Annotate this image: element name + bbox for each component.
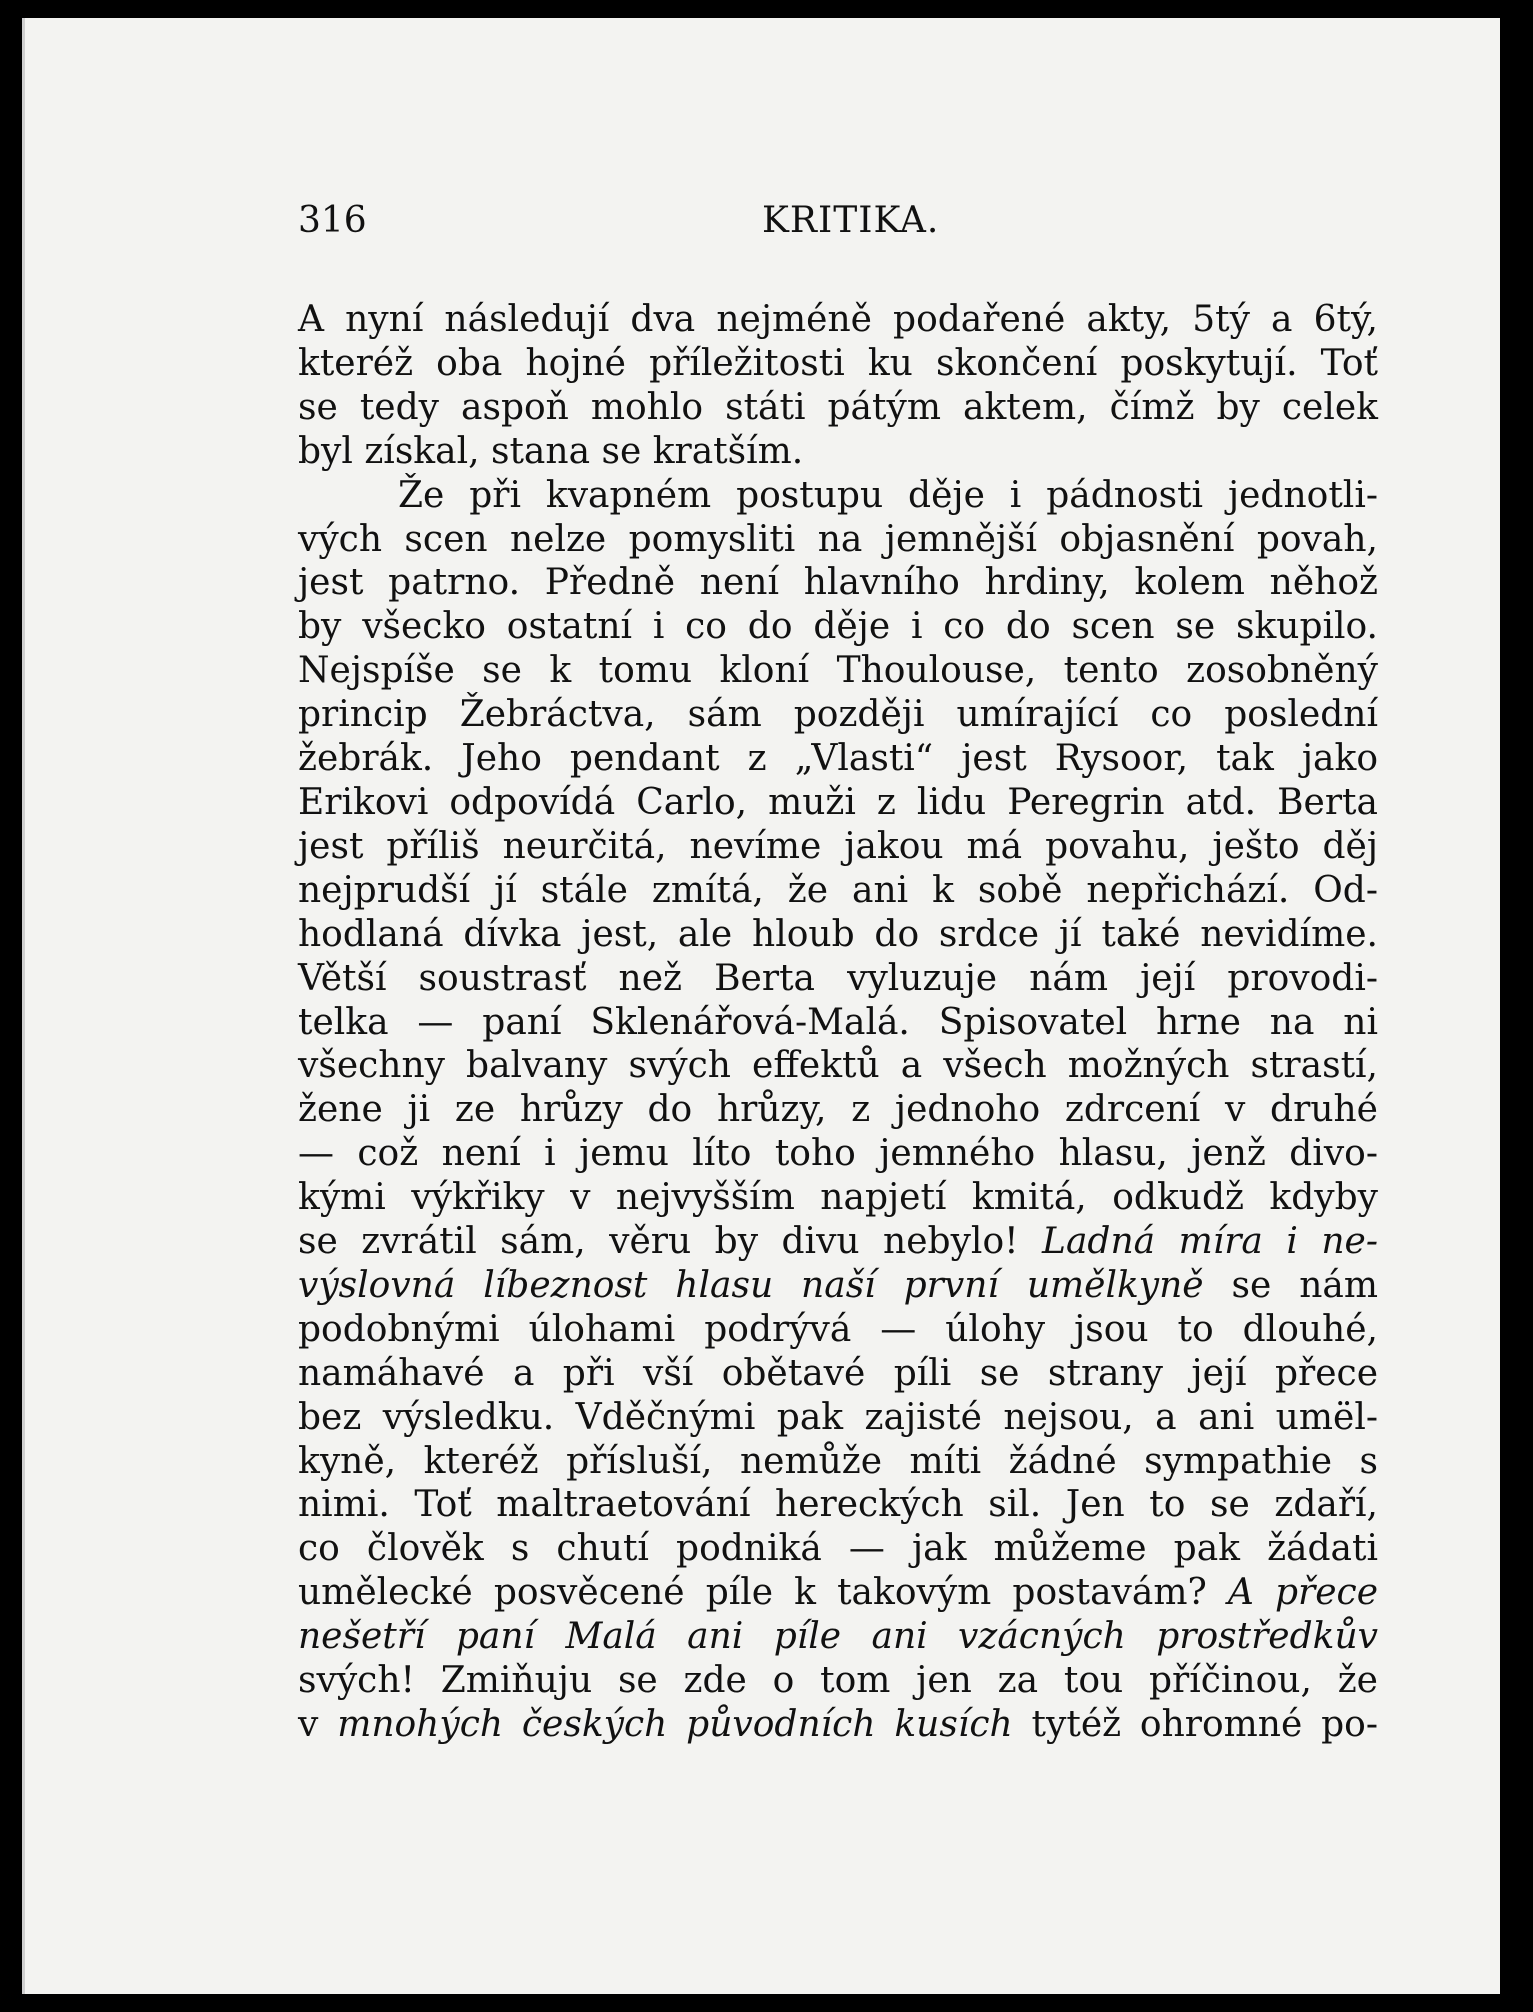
text-line [298, 1527, 1378, 1571]
line-text: byl získal, stana se kratším. [298, 430, 804, 472]
text-line [298, 869, 1378, 913]
text-line [298, 693, 1378, 737]
line-text: hodlaná dívka jest, ale hloub do srdce jí také nevidíme. [298, 913, 1378, 955]
line-text-after: se nám [1203, 1264, 1379, 1306]
text-line [298, 430, 1378, 474]
line-text: jest patrno. Předně není hlavního hrdiny, kolem něhož [298, 562, 1378, 604]
text-line [298, 781, 1378, 825]
text-line [298, 649, 1378, 693]
text-line [298, 1308, 1378, 1352]
text-line [298, 1001, 1378, 1045]
text-line [298, 1352, 1378, 1396]
line-text: nejprudší jí stále zmítá, že ani k sobě nepřichází. Od- [298, 869, 1378, 911]
line-text-before: se zvrátil sám, věru by divu nebylo! [298, 1221, 1043, 1263]
text-line [298, 1176, 1378, 1220]
line-text: bez výsledku. Vděčnými pak zajisté nejsou, a ani umël- [298, 1396, 1378, 1438]
line-text-after: tytéž ohromné po- [1012, 1704, 1379, 1745]
italic-text: nešetří paní Malá ani píle ani vzácných prostředkův [298, 1616, 1378, 1658]
text-line [298, 1483, 1378, 1527]
line-text: Že při kvapném postupu děje i pádnosti jednotli- [398, 474, 1378, 516]
line-text: Nejspíše se k tomu kloní Thoulouse, tento zosobněný [298, 650, 1378, 692]
text-line [298, 1132, 1378, 1176]
line-text: kyně, kteréž přísluší, nemůže míti žádné sympathie s [298, 1440, 1378, 1482]
italic-text: mnohých českých původních kusích [337, 1704, 1013, 1745]
italic-text: výslovná líbeznost hlasu naší první umělkyně [298, 1264, 1204, 1306]
text-line [298, 474, 1378, 518]
text-line [298, 518, 1378, 562]
line-text: by všecko ostatní i co do děje i co do scen se skupilo. [298, 606, 1378, 648]
line-text: podobnými úlohami podrývá — úlohy jsou to dlouhé, [298, 1308, 1378, 1350]
line-text-before: v [298, 1704, 338, 1745]
text-line [298, 1088, 1378, 1132]
text-line [298, 1264, 1378, 1308]
line-text: kými výkřiky v nejvyšším napjetí kmitá, odkudž kdyby [298, 1177, 1378, 1219]
text-line [298, 605, 1378, 649]
line-text: jest příliš neurčitá, nevíme jakou má povahu, ješto děj [298, 825, 1378, 867]
line-text: kteréž oba hojné příležitosti ku skončení poskytují. Toť [298, 342, 1378, 384]
line-text: Erikovi odpovídá Carlo, muži z lidu Peregrin atd. Berta [298, 781, 1378, 823]
line-text: žebrák. Jeho pendant z „Vlasti“ jest Rysoor, tak jako [298, 738, 1378, 780]
italic-text: A přece [1227, 1572, 1378, 1614]
line-text: namáhavé a při vší obětavé píli se strany její přece [298, 1352, 1378, 1394]
right-scan-edge [1500, 0, 1533, 2012]
line-text: žene ji ze hrůzy do hrůzy, z jednoho zdrcení v druhé [298, 1089, 1378, 1131]
line-text: všechny balvany svých effektů a všech možných strastí, [298, 1045, 1378, 1087]
line-text: se tedy aspoň mohlo státi pátým aktem, čímž by celek [298, 386, 1378, 428]
line-text: princip Žebráctva, sám později umírající co poslední [298, 694, 1378, 736]
text-line [298, 298, 1378, 342]
body-text [298, 298, 1378, 1747]
line-text: telka — paní Sklenářová-Malá. Spisovatel hrne na ni [298, 1001, 1378, 1043]
text-line [298, 1703, 1378, 1747]
line-text: co člověk s chutí podniká — jak můžeme pak žádati [298, 1528, 1378, 1570]
text-line [298, 561, 1378, 605]
text-line [298, 957, 1378, 1001]
header-title: KRITIKA. [762, 200, 940, 241]
text-line [298, 825, 1378, 869]
text-line [298, 1220, 1378, 1264]
text-line [298, 737, 1378, 781]
text-line [298, 1615, 1378, 1659]
line-text: svých! Zmiňuju se zde o tom jen za tou příčinou, že [298, 1660, 1378, 1702]
line-text: Větší soustrasť než Berta vyluzuje nám její provodi- [298, 957, 1378, 999]
page-number: 316 [298, 200, 367, 241]
running-head [298, 200, 1378, 250]
line-text: vých scen nelze pomysliti na jemnější objasnění povah, [298, 518, 1378, 560]
line-text-before: umělecké posvěcené píle k takovým postavám? [298, 1572, 1228, 1614]
text-line [298, 1571, 1378, 1615]
text-line [298, 1440, 1378, 1484]
text-line [298, 342, 1378, 386]
text-line [298, 386, 1378, 430]
line-text: A nyní následují dva nejméně podařené akty, 5tý a 6tý, [298, 299, 1378, 340]
text-line [298, 1659, 1378, 1703]
text-line [298, 1396, 1378, 1440]
line-text: nimi. Toť maltraetování hereckých sil. Jen to se zdaří, [298, 1484, 1378, 1526]
line-text: — což není i jemu líto toho jemného hlasu, jenž divo- [298, 1133, 1378, 1175]
text-line [298, 1044, 1378, 1088]
italic-text: Ladná míra i ne- [1042, 1221, 1378, 1263]
text-line [298, 913, 1378, 957]
